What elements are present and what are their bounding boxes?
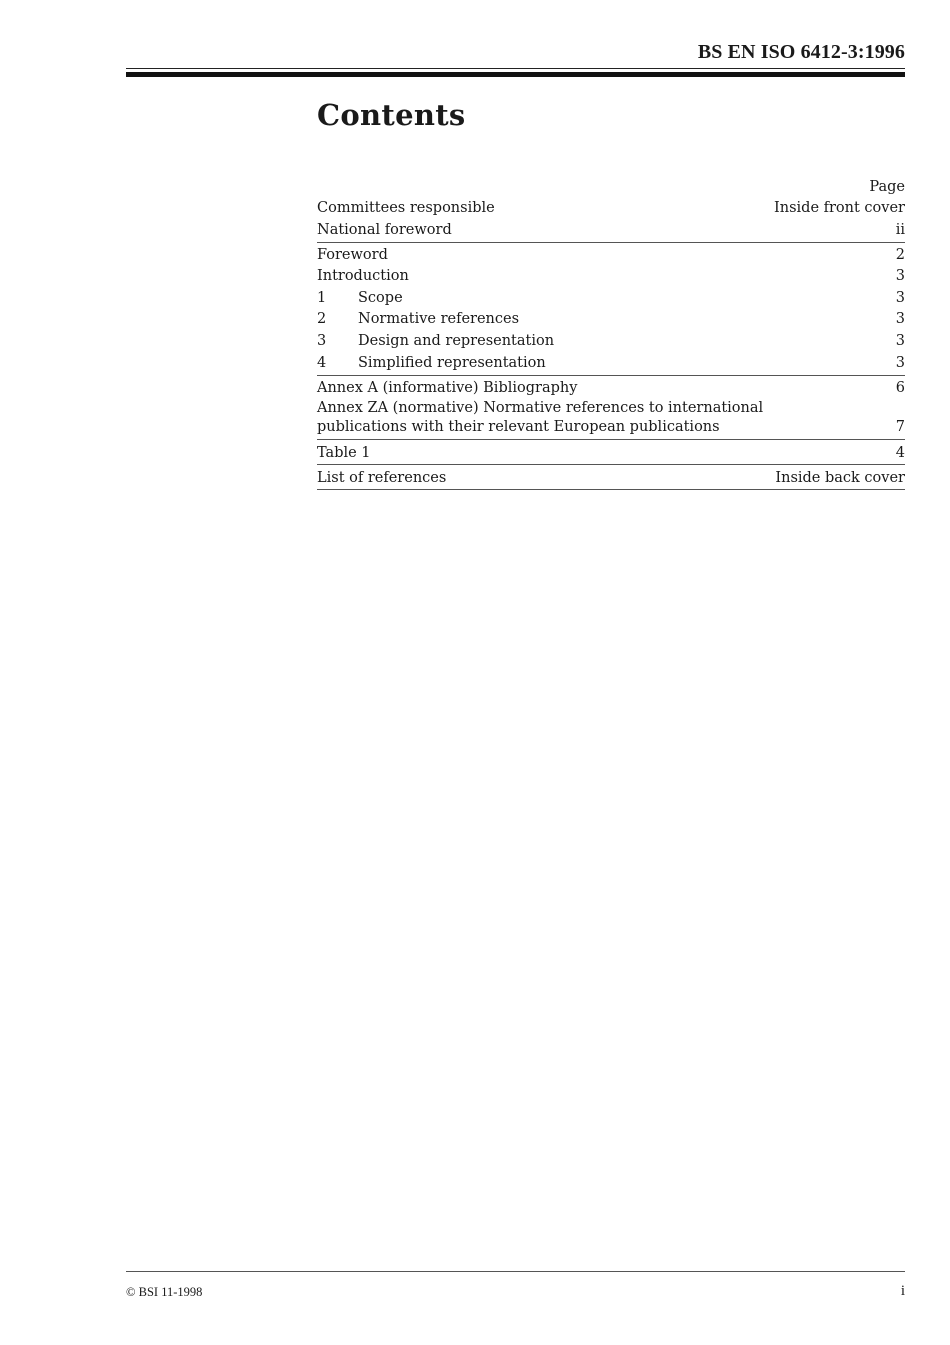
page-title: Contents bbox=[317, 98, 466, 132]
toc-entry-foreword[interactable] bbox=[317, 245, 905, 267]
toc-entry-page: 4 bbox=[895, 444, 905, 461]
toc-entry-page: Inside front cover bbox=[774, 200, 905, 216]
toc-entry-introduction[interactable] bbox=[317, 266, 905, 288]
toc-entry-page: 7 bbox=[895, 419, 905, 436]
toc-entry-page: 3 bbox=[895, 268, 905, 285]
toc-entry-national-foreword[interactable] bbox=[317, 220, 905, 243]
toc-entry-title: Table 1 bbox=[317, 444, 371, 461]
clause-number: 3 bbox=[317, 332, 327, 349]
toc-entry-title: Annex ZA (normative) Normative references to international publications with their relevant European publications bbox=[317, 400, 764, 436]
toc-entry-title: Annex A (informative) Bibliography bbox=[317, 379, 578, 396]
toc-entry-committees[interactable] bbox=[317, 198, 905, 220]
footer-rule bbox=[126, 1271, 905, 1272]
header-rule-thin bbox=[126, 68, 905, 69]
toc-entry-page: 3 bbox=[895, 332, 905, 349]
page-column-heading: Page bbox=[869, 179, 905, 195]
clause-number: 4 bbox=[317, 354, 327, 371]
toc-entry-clause-1[interactable] bbox=[317, 288, 905, 310]
page-header bbox=[126, 38, 905, 78]
toc-entry-annex-a[interactable] bbox=[317, 378, 905, 400]
toc-entry-page: 3 bbox=[895, 311, 905, 328]
document-identifier: BS EN ISO 6412-3:1996 bbox=[697, 41, 905, 63]
toc-entry-title: List of references bbox=[317, 469, 447, 486]
toc-entry-page: ii bbox=[895, 222, 905, 238]
toc-entry-table-1[interactable] bbox=[317, 442, 905, 465]
toc-entry-title: Scope bbox=[358, 289, 403, 306]
clause-number: 2 bbox=[317, 311, 327, 328]
toc-entry-title: Foreword bbox=[317, 246, 388, 263]
toc-entry-title: Design and representation bbox=[358, 332, 555, 349]
toc-entry-page: 3 bbox=[895, 354, 905, 371]
toc-entry-page: 2 bbox=[895, 246, 905, 263]
clause-number: 1 bbox=[317, 289, 327, 306]
toc-entry-annex-za[interactable] bbox=[317, 399, 905, 440]
toc-entry-title: Normative references bbox=[358, 311, 520, 328]
toc-entry-title: National foreword bbox=[317, 222, 452, 238]
toc-entry-clause-3[interactable] bbox=[317, 331, 905, 353]
toc-entry-title: Committees responsible bbox=[317, 200, 495, 216]
header-rule-thick bbox=[126, 72, 905, 77]
contents-table bbox=[317, 177, 905, 490]
copyright-notice: © BSI 11-1998 bbox=[126, 1285, 203, 1299]
page-number: i bbox=[900, 1283, 905, 1299]
toc-entry-list-of-references[interactable] bbox=[317, 467, 905, 490]
toc-entry-page: Inside back cover bbox=[775, 469, 905, 486]
toc-entry-title: Simplified representation bbox=[358, 354, 546, 371]
toc-entry-clause-2[interactable] bbox=[317, 309, 905, 331]
toc-entry-title: Introduction bbox=[317, 268, 409, 285]
toc-entry-page: 6 bbox=[895, 379, 905, 396]
toc-entry-clause-4[interactable] bbox=[317, 353, 905, 376]
toc-entry-page: 3 bbox=[895, 289, 905, 306]
